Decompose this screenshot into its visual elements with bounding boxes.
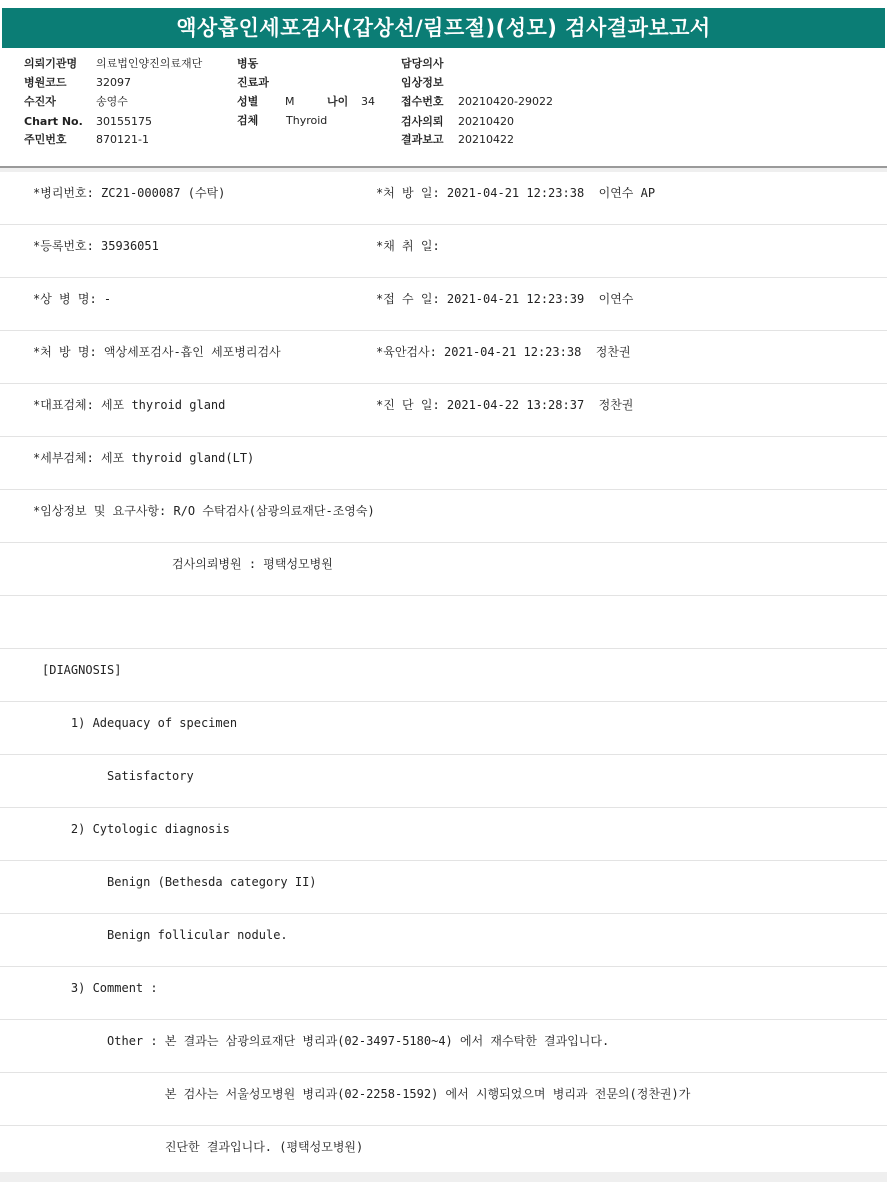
request-label: 검사의뢰 (401, 115, 444, 128)
adequacy-heading: 1) Adequacy of specimen (42, 716, 238, 730)
report-field-row (0, 490, 887, 543)
report-date-label: 결과보고 (401, 133, 444, 146)
institution-label: 의뢰기관명 (24, 57, 78, 70)
cytologic-result-2: Benign follicular nodule. (42, 928, 288, 942)
cytologic-result-1: Benign (Bethesda category II) (42, 875, 317, 889)
chart-no-row (24, 113, 152, 131)
receipt-label: 접수번호 (401, 95, 444, 108)
diagnosis-date: *진 단 일: 2021-04-22 13:28:37 정찬권 (376, 398, 634, 412)
dept-row (237, 74, 287, 92)
sex-label: 성별 (237, 95, 259, 108)
rrn-value: 870121-1 (96, 133, 149, 146)
report-line (0, 808, 887, 861)
report-field-row (0, 437, 887, 490)
registration-number: *등록번호: 35936051 (33, 239, 159, 253)
comment-heading: 3) Comment : (42, 981, 158, 995)
ward-row (237, 55, 287, 73)
cytologic-heading: 2) Cytologic diagnosis (42, 822, 230, 836)
dept-label: 진료과 (237, 76, 269, 89)
request-value: 20210420 (458, 115, 514, 128)
report-field-row (0, 384, 887, 437)
report-line (0, 649, 887, 702)
order-date: *처 방 일: 2021-04-21 12:23:38 이연수 AP (376, 186, 656, 200)
comment-line-3: 진단한 결과입니다. (평택성모병원) (42, 1140, 364, 1154)
disease-name: *상 병 명: - (33, 292, 112, 306)
report-line (0, 543, 887, 596)
hospital-code-row (24, 74, 131, 92)
clinical-info-row (401, 74, 458, 92)
patient-row (24, 93, 128, 111)
report-line (0, 1126, 887, 1178)
request-row (401, 113, 514, 131)
report-line (0, 596, 887, 649)
report-line (0, 1073, 887, 1126)
doctor-label: 담당의사 (401, 57, 444, 70)
report-title: 액상흡인세포검사(갑상선/림프절)(성모) 검사결과보고서 (2, 8, 885, 48)
chart-no-value: 30155175 (96, 115, 152, 128)
diagnosis-heading: [DIAGNOSIS] (42, 663, 122, 677)
report-line (0, 914, 887, 967)
receipt-date: *접 수 일: 2021-04-21 12:23:39 이연수 (376, 292, 634, 306)
clinical-request: *임상정보 및 요구사항: R/O 수탁검사(삼광의료재단-조영숙) (33, 504, 375, 518)
comment-line-1: Other : 본 결과는 삼광의료재단 병리과(02-3497-5180~4) 에서 재수탁한 결과입니다. (42, 1034, 610, 1048)
ward-label: 병동 (237, 57, 259, 70)
clinical-info-label: 임상정보 (401, 76, 444, 89)
pathology-number: *병리번호: ZC21-000087 (수탁) (33, 186, 226, 200)
hospital-code-label: 병원코드 (24, 76, 67, 89)
report-line (0, 702, 887, 755)
receipt-value: 20210420-29022 (458, 95, 553, 108)
hospital-code-value: 32097 (96, 76, 131, 89)
report-line (0, 755, 887, 808)
detailed-specimen: *세부검체: 세포 thyroid gland(LT) (33, 451, 255, 465)
main-specimen: *대표검체: 세포 thyroid gland (33, 398, 226, 412)
patient-label: 수진자 (24, 95, 56, 108)
chart-no-label: Chart No. (24, 115, 83, 128)
age-value: 34 (361, 95, 375, 108)
specimen-value: Thyroid (286, 114, 328, 127)
report-line (0, 861, 887, 914)
sex-value: M (285, 95, 295, 108)
report-body (0, 172, 887, 1172)
receipt-row (401, 93, 553, 111)
doctor-row (401, 55, 458, 73)
institution-value: 의료법인양진의료재단 (96, 57, 203, 70)
requesting-hospital: 검사의뢰병원 : 평택성모병원 (42, 557, 333, 571)
report-date-row (401, 131, 514, 149)
report-field-row (0, 331, 887, 384)
comment-line-2: 본 검사는 서울성모병원 병리과(02-2258-1592) 에서 시행되었으며 병리과 전문의(정찬권)가 (42, 1087, 691, 1101)
patient-info-header (0, 50, 887, 168)
order-name: *처 방 명: 액상세포검사-흡인 세포병리검사 (33, 345, 281, 359)
specimen-label: 검체 (237, 114, 259, 127)
specimen-row (237, 112, 327, 130)
rrn-row (24, 131, 149, 149)
report-line (0, 967, 887, 1020)
title-bar (0, 0, 887, 50)
rrn-label: 주민번호 (24, 133, 67, 146)
gross-exam-date: *육안검사: 2021-04-21 12:23:38 정찬권 (376, 345, 631, 359)
report-field-row (0, 225, 887, 278)
adequacy-result: Satisfactory (42, 769, 194, 783)
institution-row (24, 55, 202, 73)
sex-age-row (237, 93, 375, 111)
report-line (0, 1020, 887, 1073)
report-date-value: 20210422 (458, 133, 514, 146)
report-field-row (0, 172, 887, 225)
collection-date: *채 취 일: (376, 239, 440, 253)
report-field-row (0, 278, 887, 331)
patient-value: 송영수 (96, 95, 128, 108)
age-label: 나이 (327, 95, 349, 108)
